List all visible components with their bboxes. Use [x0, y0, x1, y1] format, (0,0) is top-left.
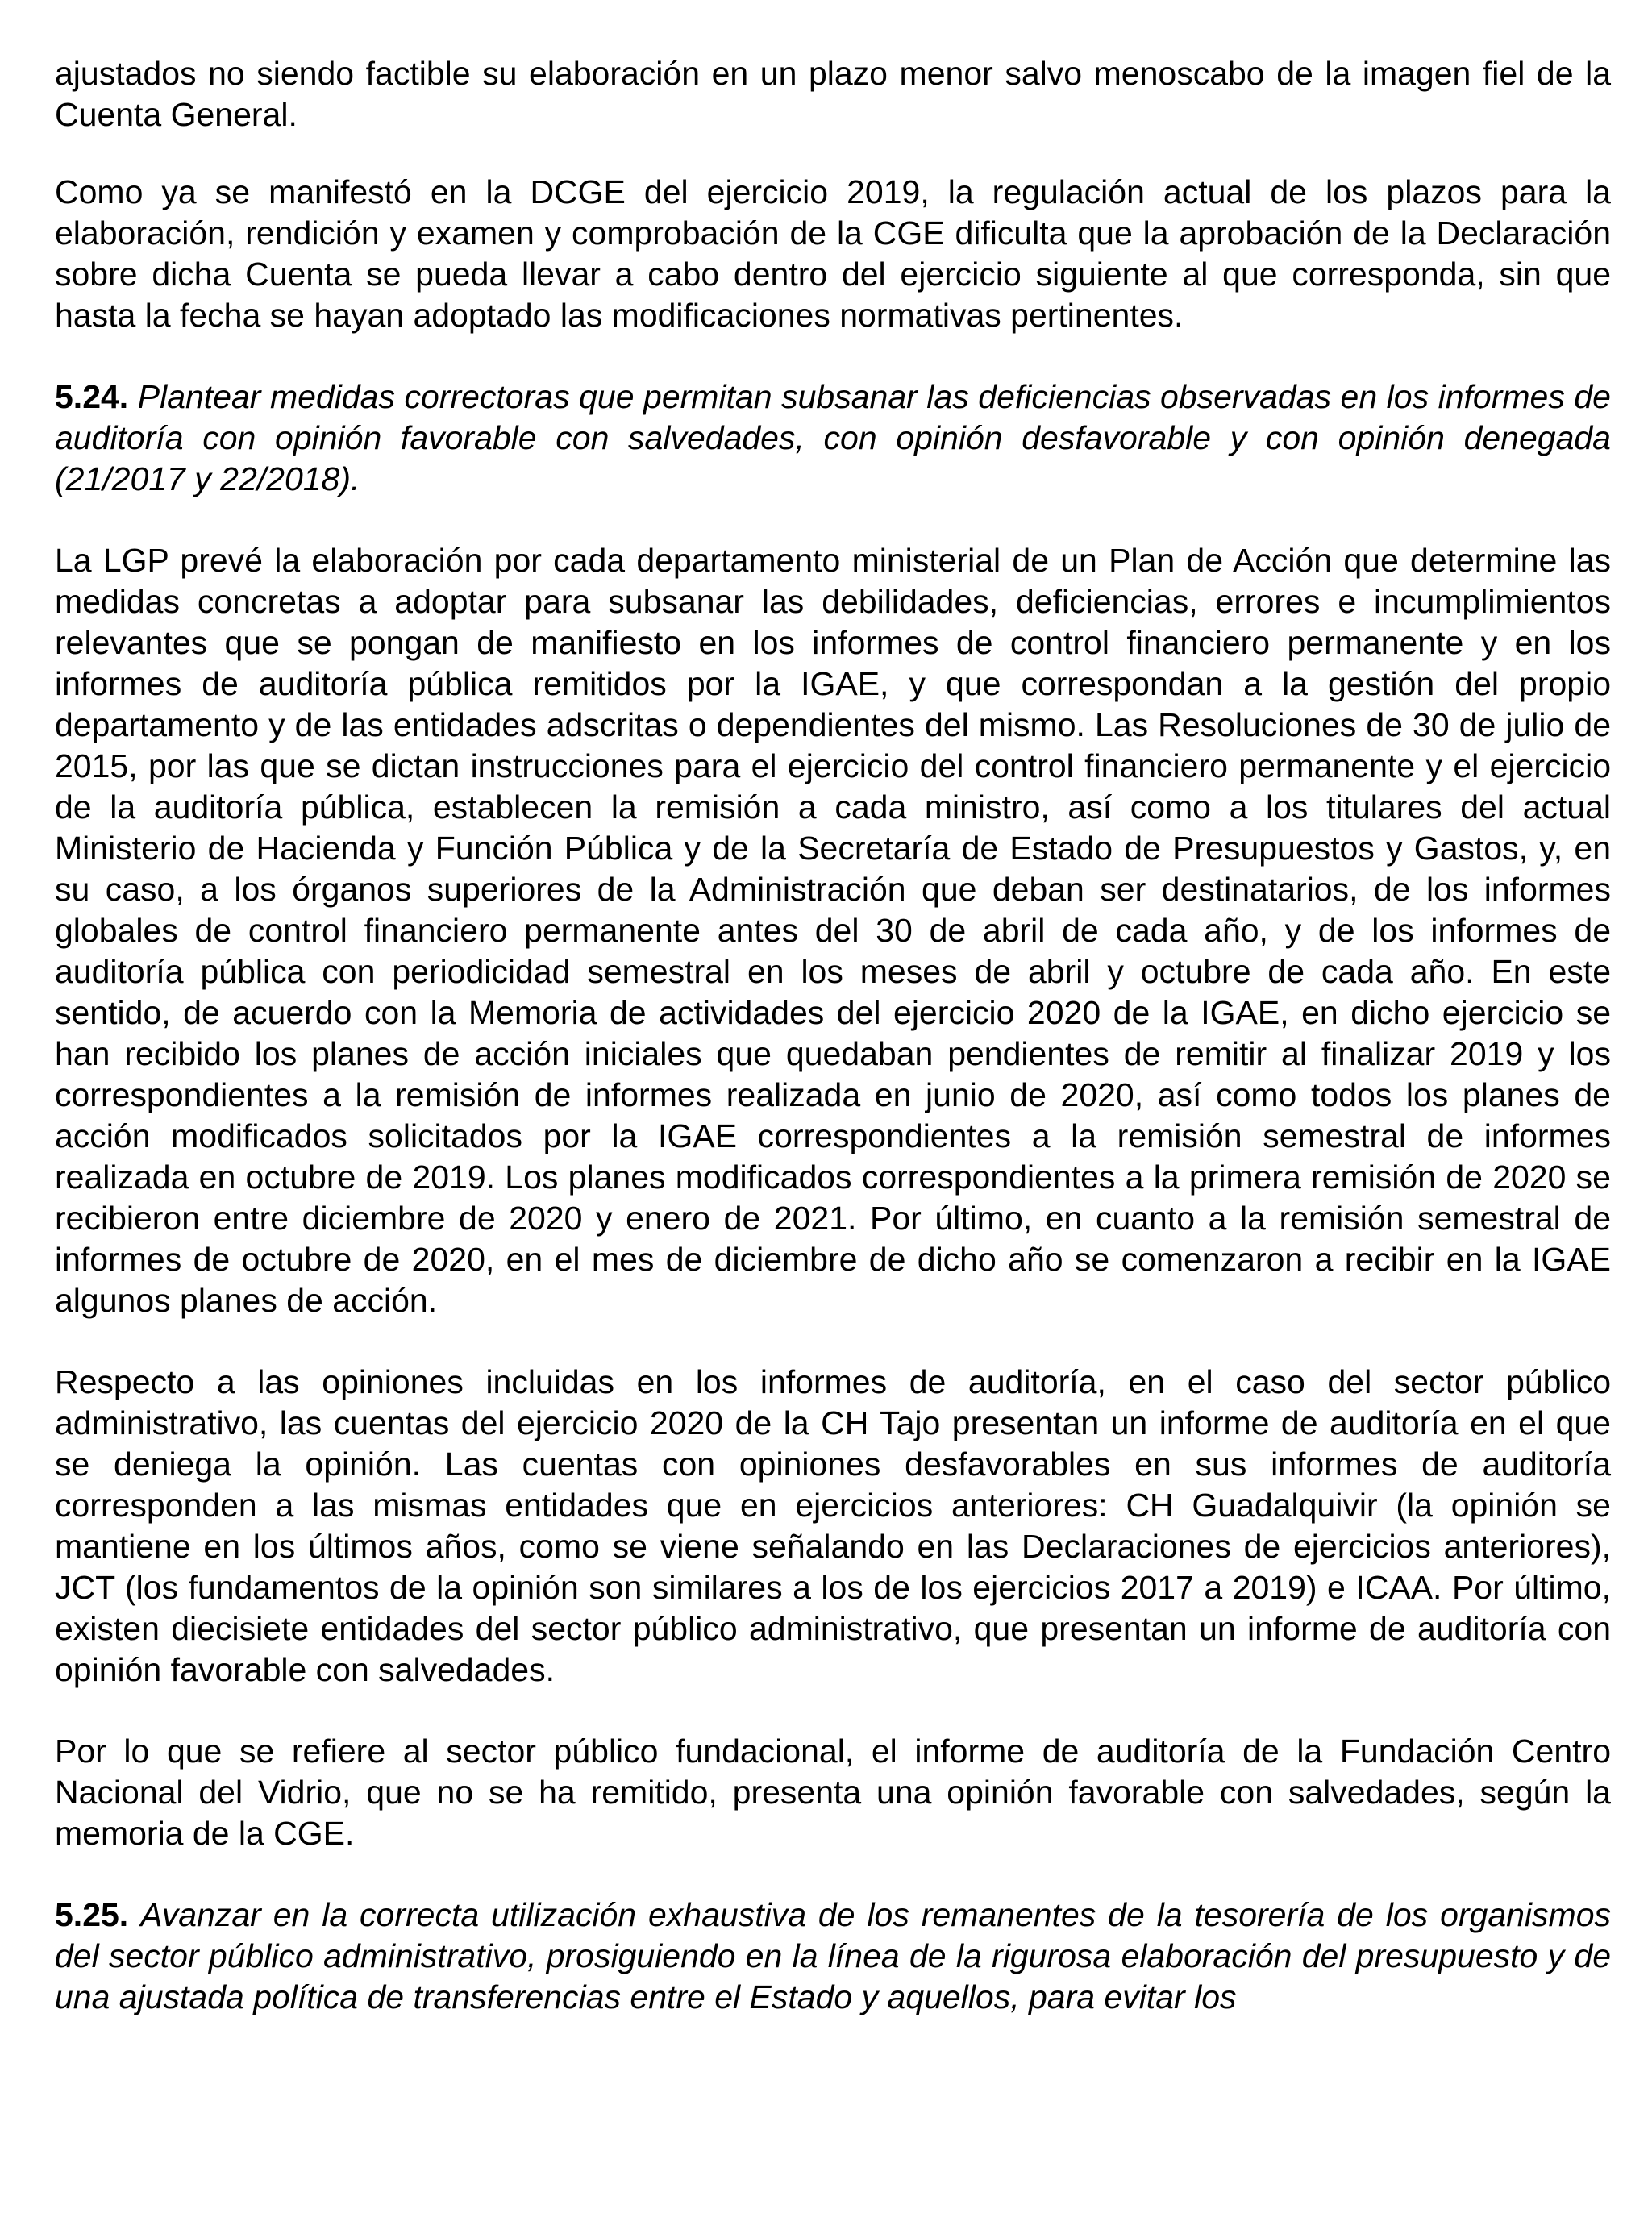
- paragraph: [55, 1731, 1611, 1854]
- paragraph: [55, 172, 1611, 336]
- paragraph: [55, 1362, 1611, 1691]
- recommendation-text: Avanzar en la correcta utilización exhaustiva de los remanentes de la tesorería de los organismos del sector público administrativo, prosiguiendo en la línea de la rigurosa elaboración del presupuesto y de una ajustada política de transferencias entre el Estado y aquellos, para evitar los: [55, 1896, 1611, 2015]
- paragraph: [55, 53, 1611, 135]
- recommendation-text: Plantear medidas correctoras que permitan subsanar las deficiencias observadas en los informes de auditoría con opinión favorable con salvedades, con opinión desfavorable y con opinión denegada (21/2017 y 22/2018).: [55, 378, 1611, 497]
- recommendation-number: 5.25.: [55, 1896, 129, 1933]
- paragraph: [55, 540, 1611, 1321]
- recommendation-number: 5.24.: [55, 378, 129, 415]
- recommendation-paragraph: [55, 376, 1611, 500]
- paragraph-text: Respecto a las opiniones incluidas en los informes de auditoría, en el caso del sector público administrativo, las cuentas del ejercicio 2020 de la CH Tajo presentan un informe de auditoría en el que se deniega la opinión. Las cuentas con opiniones desfavorables en sus informes de auditoría corresponden a las mismas entidades que en ejercicios anteriores: CH Guadalquivir (la opinión se mantiene en los últimos años, como se viene señalando en las Declaraciones de ejercicios anteriores), JCT (los fundamentos de la opinión son similares a los de los ejercicios 2017 a 2019) e ICAA. Por último, existen diecisiete entidades del sector público administrativo, que presentan un informe de auditoría con opinión favorable con salvedades.: [55, 1363, 1611, 1688]
- paragraph-text: La LGP prevé la elaboración por cada departamento ministerial de un Plan de Acción que determine las medidas concretas a adoptar para subsanar las debilidades, deficiencias, errores e incumplimientos relevantes que se pongan de manifiesto en los informes de control financiero permanente y en los informes de auditoría pública remitidos por la IGAE, y que correspondan a la gestión del propio departamento y de las entidades adscritas o dependientes del mismo. Las Resoluciones de 30 de julio de 2015, por las que se dictan instrucciones para el ejercicio del control financiero permanente y el ejercicio de la auditoría pública, establecen la remisión a cada ministro, así como a los titulares del actual Ministerio de Hacienda y Función Pública y de la Secretaría de Estado de Presupuestos y Gastos, y, en su caso, a los órganos superiores de la Administración que deban ser destinatarios, de los informes globales de control financiero permanente antes del 30 de abril de cada año, y de los informes de auditoría pública con periodicidad semestral en los meses de abril y octubre de cada año. En este sentido, de acuerdo con la Memoria de actividades del ejercicio 2020 de la IGAE, en dicho ejercicio se han recibido los planes de acción iniciales que quedaban pendientes de remitir al finalizar 2019 y los correspondientes a la remisión de informes realizada en junio de 2020, así como todos los planes de acción modificados solicitados por la IGAE correspondientes a la remisión semestral de informes realizada en octubre de 2019. Los planes modificados correspondientes a la primera remisión de 2020 se recibieron entre diciembre de 2020 y enero de 2021. Por último, en cuanto a la remisión semestral de informes de octubre de 2020, en el mes de diciembre de dicho año se comenzaron a recibir en la IGAE algunos planes de acción.: [55, 542, 1611, 1319]
- paragraph-text: Como ya se manifestó en la DCGE del ejercicio 2019, la regulación actual de los plazos para la elaboración, rendición y examen y comprobación de la CGE dificulta que la aprobación de la Declaración sobre dicha Cuenta se pueda llevar a cabo dentro del ejercicio siguiente al que corresponda, sin que hasta la fecha se hayan adoptado las modificaciones normativas pertinentes.: [55, 173, 1611, 334]
- document-page: [55, 53, 1611, 2058]
- recommendation-paragraph: [55, 1895, 1611, 2018]
- paragraph-text: Por lo que se refiere al sector público fundacional, el informe de auditoría de la Fundación Centro Nacional del Vidrio, que no se ha remitido, presenta una opinión favorable con salvedades, según la memoria de la CGE.: [55, 1733, 1611, 1852]
- paragraph-text: ajustados no siendo factible su elaboración en un plazo menor salvo menoscabo de la imagen fiel de la Cuenta General.: [55, 55, 1611, 133]
